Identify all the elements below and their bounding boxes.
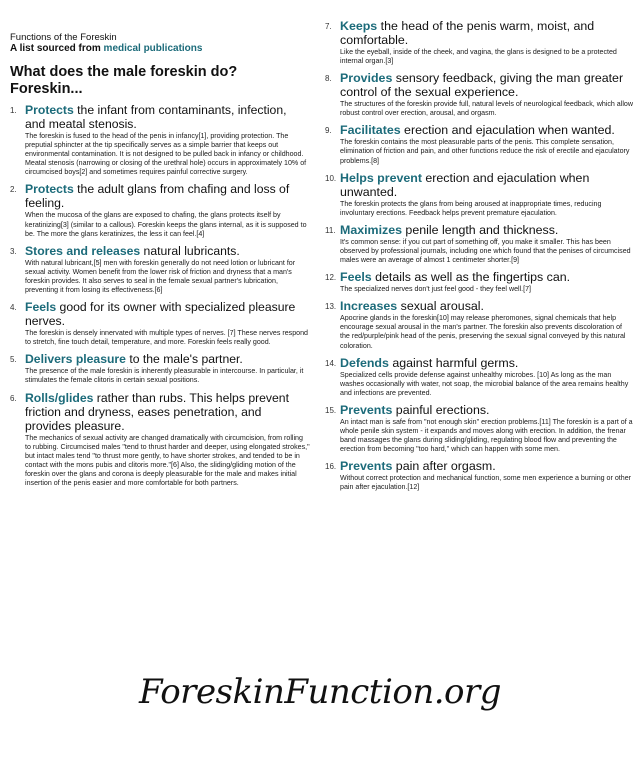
item-description: The foreskin is fused to the head of the penis in infancy[1], providing protection. The preputial sphincter at the tip specifically serves as a simple barrier that keeps out environmental contamination. It is not designed to be pulled back in infancy or childhood. Meatal stenosis (narrowing or closing of the urethral hole) occurs in approximately 10% of circumcised boys[2] and sometimes requires painful corrective surgery. — [25, 132, 307, 177]
item-heading-rest: sensory feedback, giving the man greater control of the sexual experience. — [340, 71, 624, 100]
item-keyword: Maximizes — [340, 222, 402, 237]
item-heading-rest: rather than rubs. This helps prevent friction and dryness, eases penetration, and provides pleasure. — [25, 390, 289, 433]
item-description: It's common sense: if you cut part of something off, you make it smaller. This has been observed by professional journals, including one which found that the penises of circumcised males were an average of almost 1 centimeter shorter.[9] — [340, 237, 631, 265]
item-description: The foreskin protects the glans from being aroused at inappropriate times, reducing involuntary erections. Feedback helps prevent premature ejaculation. — [340, 199, 602, 217]
item-number: 15. — [325, 405, 337, 415]
item-number: 4. — [10, 303, 17, 313]
item-keyword: Facilitates — [340, 123, 401, 138]
item-heading-rest: painful erections. — [392, 402, 490, 417]
item-number: 5. — [10, 355, 17, 365]
item-heading — [340, 171, 633, 199]
item-heading-rest: good for its owner with specialized pleasure nerves. — [25, 300, 296, 329]
item-description: The foreskin contains the most pleasurable parts of the penis. This complete sensation, elimination of friction and pain, and other functions reduce the risk of erectile and ejaculatory problems.[8] — [340, 138, 630, 165]
left-column — [10, 0, 310, 488]
function-item — [10, 300, 310, 347]
item-heading-rest: sexual arousal. — [397, 299, 484, 314]
item-number: 1. — [10, 106, 17, 115]
function-item — [325, 459, 633, 492]
item-keyword: Provides — [340, 71, 393, 86]
function-item — [325, 123, 633, 165]
function-item — [325, 223, 633, 265]
function-item — [10, 182, 310, 238]
item-keyword: Delivers pleasure — [25, 352, 126, 367]
item-keyword: Feels — [340, 270, 372, 285]
item-heading-rest: erection and ejaculation when wanted. — [400, 123, 615, 138]
item-heading — [340, 270, 633, 284]
item-heading-rest: penile length and thickness. — [401, 222, 559, 237]
item-heading-rest: against harmful germs. — [388, 355, 519, 370]
right-column — [325, 0, 633, 492]
item-heading — [25, 300, 310, 328]
site-logo: ForeskinFunction.org — [138, 672, 502, 712]
item-heading — [340, 223, 633, 237]
function-item — [325, 171, 633, 218]
item-keyword: Defends — [340, 355, 389, 370]
item-number: 7. — [325, 22, 332, 31]
item-heading-rest: the adult glans from chafing and loss of feeling. — [25, 182, 290, 211]
page-title: Functions of the Foreskin — [10, 32, 117, 43]
function-item — [325, 356, 633, 398]
item-keyword: Increases — [340, 299, 398, 314]
page-subtitle — [10, 43, 310, 55]
item-description: The mechanics of sexual activity are changed dramatically with circumcision, from rolling to rubbing. Circumcised males "tend to thrust harder and deeper, using elongated strokes," but intact males tend "to thrust more gently, to have shorter strokes, and tended to be in contact with the mons pubis and clitoris more."[6] Also, the sliding/gliding motion of the foreskin over the glans and corona is deeply pleasurable for the male and makes initial insertion of the penis easier and more comfortable for both partners. — [25, 433, 310, 487]
item-heading — [25, 391, 310, 433]
item-heading — [340, 123, 633, 137]
item-keyword: Prevents — [340, 459, 393, 474]
item-number: 9. — [325, 126, 332, 136]
item-heading — [25, 352, 310, 366]
item-number: 12. — [325, 273, 337, 283]
item-heading — [25, 182, 310, 210]
item-heading-rest: the head of the penis warm, moist, and comfortable. — [340, 19, 595, 47]
item-heading-rest: natural lubricants. — [140, 243, 240, 258]
item-keyword: Protects — [25, 103, 74, 117]
item-description: When the mucosa of the glans are exposed to chafing, the glans protects itself by keratinizing[3] (similar to a callous). Foreskin keeps the glans internal, as it is supposed to be. The more the glans keratinizes, the less it can feel.[4] — [25, 211, 307, 238]
item-keyword: Prevents — [340, 402, 393, 417]
function-item — [325, 403, 633, 454]
item-heading — [340, 356, 633, 370]
item-heading-rest: erection and ejaculation when unwanted. — [340, 170, 590, 199]
item-heading — [25, 244, 310, 258]
item-heading — [25, 103, 310, 131]
item-number: 3. — [10, 246, 17, 256]
subtitle-accent: medical publications — [103, 43, 203, 54]
item-description: The foreskin is densely innervated with multiple types of nerves. [7] These nerves respond to stretch, fine touch detail, temperature, and more. Foreskin feels really good. — [25, 329, 308, 347]
subtitle-prefix: A list sourced from — [10, 43, 104, 54]
item-keyword: Keeps — [340, 19, 378, 33]
item-heading — [340, 459, 633, 473]
item-keyword: Rolls/glides — [25, 390, 94, 405]
item-description: Like the eyeball, inside of the cheek, and vagina, the glans is designed to be a protected internal organ.[3] — [340, 48, 617, 66]
function-item — [10, 244, 310, 295]
item-heading-rest: details as well as the fingertips can. — [371, 270, 571, 285]
item-description: The specialized nerves don't just feel good - they feel well.[7] — [340, 285, 532, 294]
item-keyword: Stores and releases — [25, 243, 141, 258]
function-item — [10, 103, 310, 177]
item-keyword: Protects — [25, 182, 74, 197]
item-number: 6. — [10, 393, 17, 403]
item-description: Apocrine glands in the foreskin[10] may release pheromones, signal chemicals that help encourage sexual arousal in the man's partner. The foreskin also prevents discoloration of the red/purple/pink head of the penis, preserving the sexual signal conveyed by this natural coloration. — [340, 314, 626, 350]
item-heading — [340, 71, 633, 99]
item-number: 11. — [325, 225, 336, 235]
item-number: 16. — [325, 462, 337, 472]
item-number: 2. — [10, 185, 17, 195]
function-item — [10, 352, 310, 385]
function-item — [325, 299, 633, 350]
item-heading-rest: to the male's partner. — [125, 352, 243, 367]
page-question: What does the male foreskin do? Foreskin... — [10, 64, 238, 97]
item-description: The structures of the foreskin provide full, natural levels of neurological feedback, which allow robust control over erection, arousal, and orgasm. — [340, 100, 633, 118]
function-item — [325, 71, 633, 118]
item-heading — [340, 19, 633, 47]
function-item — [325, 270, 633, 294]
item-description: Without correct protection and mechanical function, some men experience a burning or other pain after ejaculation.[12] — [340, 474, 631, 492]
function-item — [10, 391, 310, 489]
item-description: An intact man is safe from "not enough skin" erection problems.[11] The foreskin is a part of a whole penile skin system - it expands and moves along with erection. In addition, the frenar band massages the glans during sliding/gliding, regulating blood flow and preventing the erection from becoming "too hard," which can happen with some men. — [340, 417, 633, 454]
item-keyword: Helps prevent — [340, 170, 422, 185]
item-description: Specialized cells provide defense against unhealthy microbes. [10] As long as the man washes occasionally with water, not soap, the microbial balance of the area remains healthy and infections are prevented. — [340, 370, 629, 397]
item-number: 10. — [325, 173, 337, 183]
function-item — [325, 19, 633, 66]
item-description: With natural lubricant,[5] men with foreskin generally do not need lotion or lubricant for sexual activity. Women benefit from the lower risk of friction and dryness that a man's foreskin provides. It also serves to seal in the female sexual partner's lubrication, preventing it from losing its effectiveness.[6] — [25, 258, 296, 295]
item-heading-rest: pain after orgasm. — [392, 459, 496, 474]
item-heading-rest: the infant from contaminants, infection, and meatal stenosis. — [25, 103, 287, 131]
item-number: 8. — [325, 74, 332, 84]
item-heading — [340, 403, 633, 417]
item-description: The presence of the male foreskin is inherently pleasurable in intercourse. In particular, it stimulates the female clitoris in certain sexual positions. — [25, 367, 304, 385]
item-number: 14. — [325, 358, 337, 368]
item-heading — [340, 299, 633, 313]
item-number: 13. — [325, 302, 337, 312]
item-keyword: Feels — [25, 300, 57, 315]
